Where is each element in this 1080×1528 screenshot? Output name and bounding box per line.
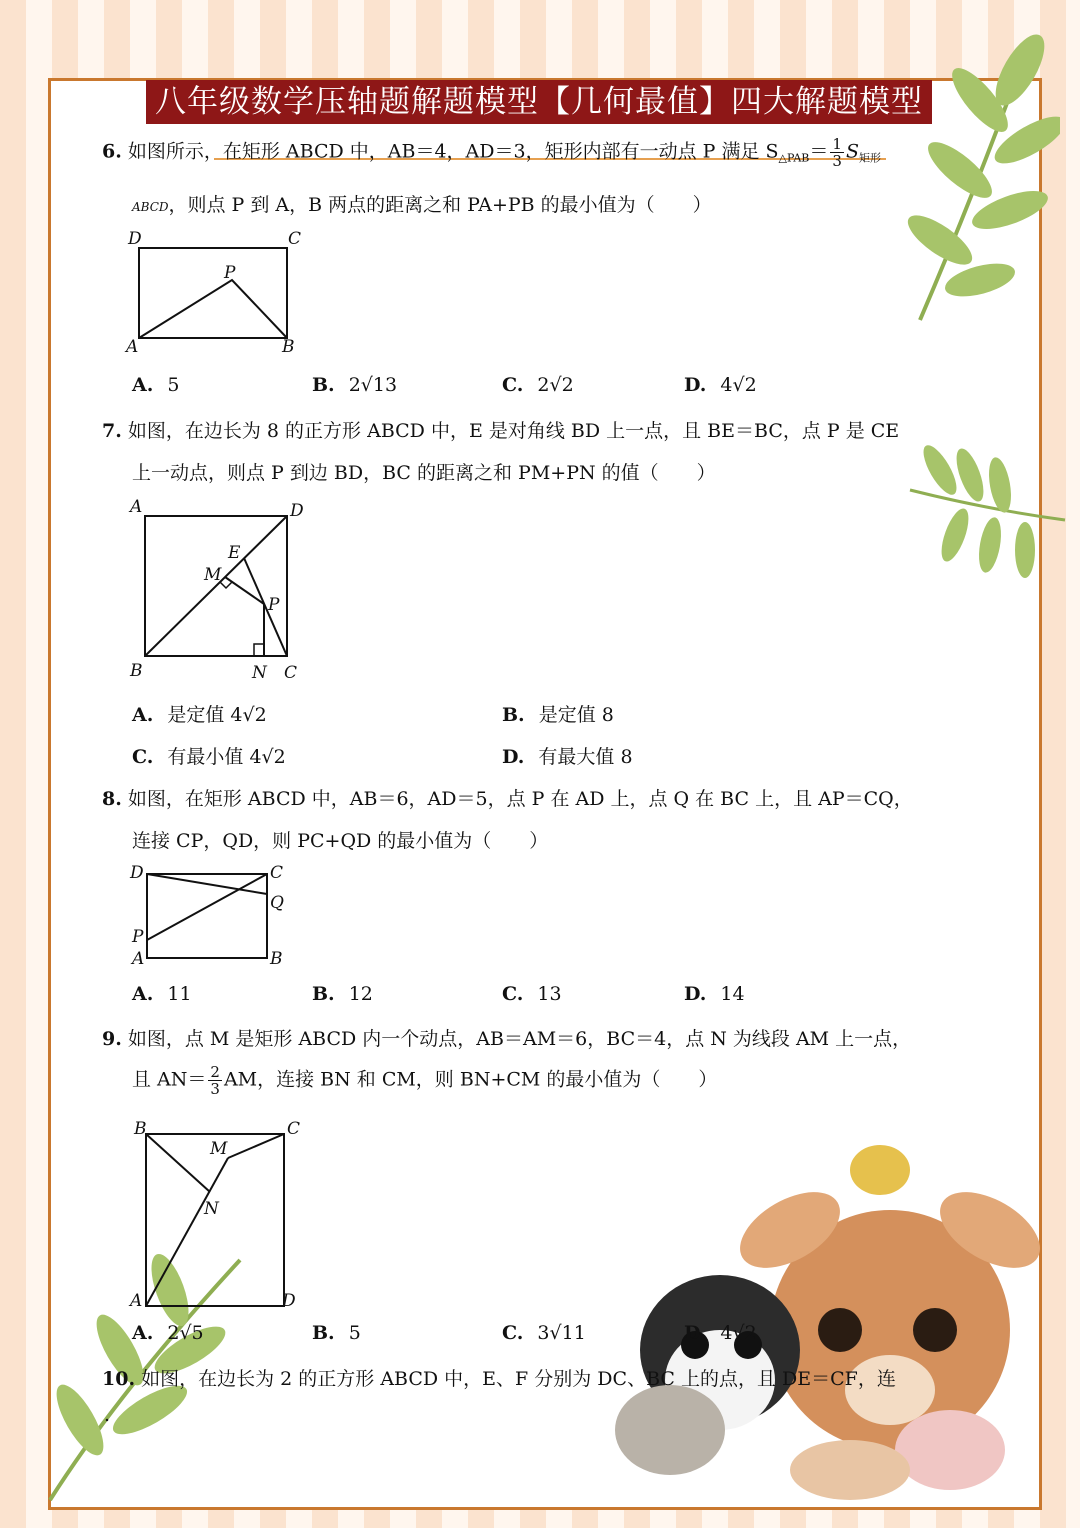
q7-option-b[interactable] bbox=[502, 700, 614, 727]
option-letter: B. bbox=[502, 704, 525, 726]
q7-option-d[interactable] bbox=[502, 742, 633, 769]
q8-option-b[interactable] bbox=[312, 983, 373, 1005]
animals-illustration bbox=[600, 1130, 1040, 1510]
question-number: 8. bbox=[102, 788, 122, 810]
label-c: C bbox=[287, 1119, 301, 1139]
question-8-line-2 bbox=[132, 826, 548, 853]
label-p: P bbox=[268, 595, 280, 615]
label-b: B bbox=[134, 1119, 147, 1139]
fraction-numerator: 1 bbox=[832, 135, 842, 153]
label-c: C bbox=[270, 863, 284, 883]
fraction-two-thirds bbox=[208, 1064, 222, 1097]
q6-option-b[interactable] bbox=[312, 374, 397, 396]
label-d: D bbox=[282, 1291, 296, 1311]
q7-option-a[interactable] bbox=[132, 700, 267, 727]
question-text: 如图，在边长为 8 的正方形 ABCD 中，E 是对角线 BD 上一点，且 BE＝BC，点 P 是 CE bbox=[127, 420, 900, 442]
label-a: A bbox=[132, 949, 145, 969]
option-text: 4√2 bbox=[720, 1322, 757, 1344]
label-q: Q bbox=[270, 893, 284, 913]
option-text: 4√2 bbox=[720, 374, 757, 396]
question-7-line-2 bbox=[132, 458, 716, 485]
question-7-line-1 bbox=[102, 416, 899, 443]
option-text: 有最大值 8 bbox=[538, 746, 633, 768]
question-9-line-2 bbox=[132, 1064, 717, 1097]
question-text: 如图，在矩形 ABCD 中，AB＝6，AD＝5，点 P 在 AD 上，点 Q 在 BC 上，且 AP＝CQ， bbox=[127, 788, 913, 810]
option-text: 11 bbox=[167, 983, 192, 1005]
option-text: 2√5 bbox=[167, 1322, 204, 1344]
q9-option-b[interactable] bbox=[312, 1322, 361, 1344]
option-text: 2√2 bbox=[537, 374, 574, 396]
q9-option-d[interactable] bbox=[684, 1322, 757, 1344]
leaf-branch-top-right-icon bbox=[880, 30, 1060, 330]
q6-option-a[interactable] bbox=[132, 374, 179, 396]
question-number: 9. bbox=[102, 1028, 122, 1050]
label-d: D bbox=[130, 863, 144, 883]
question-9-line-1 bbox=[102, 1024, 911, 1051]
option-text: 5 bbox=[167, 374, 180, 396]
area-symbol: S bbox=[845, 140, 859, 163]
q8-option-c[interactable] bbox=[502, 983, 562, 1005]
label-d: D bbox=[290, 501, 304, 521]
option-text: 13 bbox=[537, 983, 562, 1005]
option-letter: A. bbox=[132, 704, 154, 726]
question-number: 7. bbox=[102, 420, 122, 442]
q9-option-c[interactable] bbox=[502, 1322, 586, 1344]
figure-question-7 bbox=[124, 494, 324, 684]
option-text: 3√11 bbox=[537, 1322, 586, 1344]
figure-question-9 bbox=[124, 1114, 314, 1314]
q7-option-c[interactable] bbox=[132, 742, 286, 769]
question-text: ，则点 P 到 A，B 两点的距离之和 PA+PB 的最小值为（ ） bbox=[168, 194, 712, 216]
option-letter: B. bbox=[312, 374, 335, 396]
figure-question-6 bbox=[122, 226, 322, 356]
label-n: N bbox=[204, 1199, 219, 1219]
q8-option-d[interactable] bbox=[684, 983, 745, 1005]
label-b: B bbox=[130, 661, 143, 681]
option-letter: C. bbox=[502, 374, 524, 396]
option-text: 14 bbox=[720, 983, 745, 1005]
option-letter: D. bbox=[502, 746, 525, 768]
label-p: P bbox=[224, 263, 236, 283]
question-text: . bbox=[104, 1404, 111, 1426]
question-text-prefix: 且 AN＝ bbox=[132, 1068, 207, 1091]
option-text: 有最小值 4√2 bbox=[167, 746, 286, 768]
q6-option-c[interactable] bbox=[502, 374, 574, 396]
figure-question-8 bbox=[124, 860, 304, 972]
label-a: A bbox=[130, 497, 143, 517]
label-n: N bbox=[252, 663, 267, 683]
question-text: 如图所示，在矩形 ABCD 中，AB＝4，AD＝3，矩形内部有一动点 P 满足 S bbox=[127, 140, 779, 163]
option-letter: C. bbox=[502, 1322, 524, 1344]
subscript-abcd: ABCD bbox=[132, 200, 169, 214]
option-text: 12 bbox=[348, 983, 373, 1005]
fraction-denominator: 3 bbox=[210, 1080, 220, 1098]
q9-option-a[interactable] bbox=[132, 1322, 204, 1344]
option-text: 是定值 8 bbox=[538, 704, 614, 726]
option-letter: C. bbox=[502, 983, 524, 1005]
question-text: 上一动点，则点 P 到边 BD，BC 的距离之和 PM+PN 的值（ ） bbox=[132, 462, 716, 484]
subscript-rectangle: 矩形 bbox=[859, 151, 881, 165]
label-p: P bbox=[132, 927, 144, 947]
q8-option-a[interactable] bbox=[132, 983, 192, 1005]
question-number: 10. bbox=[102, 1368, 136, 1390]
option-text: 2√13 bbox=[348, 374, 398, 396]
question-6-line-2 bbox=[132, 190, 712, 217]
leaf-branch-mid-right-icon bbox=[900, 430, 1070, 600]
option-letter: B. bbox=[312, 983, 335, 1005]
label-m: M bbox=[204, 565, 222, 585]
question-text: 如图，点 M 是矩形 ABCD 内一个动点，AB＝AM＝6，BC＝4，点 N 为线段 AM 上一点， bbox=[127, 1028, 912, 1050]
question-text: 如图，在边长为 2 的正方形 ABCD 中，E、F 分别为 DC、BC 上的点，且 DE＝CF，连 bbox=[141, 1368, 896, 1390]
label-b: B bbox=[270, 949, 283, 969]
q6-option-d[interactable] bbox=[684, 374, 757, 396]
label-a: A bbox=[126, 337, 139, 356]
label-b: B bbox=[282, 337, 295, 356]
option-letter: D. bbox=[684, 983, 707, 1005]
option-text: 是定值 4√2 bbox=[167, 704, 267, 726]
fraction-one-third bbox=[830, 136, 844, 169]
option-letter: D. bbox=[684, 374, 707, 396]
option-letter: A. bbox=[132, 1322, 154, 1344]
subscript-triangle-pab: △PAB bbox=[778, 151, 810, 165]
fraction-numerator: 2 bbox=[210, 1063, 220, 1081]
option-letter: A. bbox=[132, 374, 154, 396]
option-text: 5 bbox=[348, 1322, 361, 1344]
label-e: E bbox=[228, 543, 241, 563]
question-number: 6. bbox=[102, 140, 122, 163]
label-c: C bbox=[284, 663, 298, 683]
label-m: M bbox=[210, 1139, 228, 1159]
option-letter: A. bbox=[132, 983, 154, 1005]
question-10-line-1 bbox=[102, 1364, 896, 1391]
question-text: AM，连接 BN 和 CM，则 BN+CM 的最小值为（ ） bbox=[223, 1068, 718, 1091]
question-8-line-1 bbox=[102, 784, 913, 811]
label-c: C bbox=[288, 229, 302, 249]
option-letter: D. bbox=[684, 1322, 707, 1344]
fraction-denominator: 3 bbox=[832, 152, 842, 170]
equals-sign: ＝ bbox=[809, 140, 829, 163]
page-title: 八年级数学压轴题解题模型【几何最值】四大解题模型 bbox=[146, 80, 932, 124]
label-d: D bbox=[128, 229, 142, 249]
option-letter: C. bbox=[132, 746, 154, 768]
question-text: 连接 CP，QD，则 PC+QD 的最小值为（ ） bbox=[132, 830, 549, 852]
question-10-line-2 bbox=[104, 1404, 110, 1426]
label-a: A bbox=[130, 1291, 143, 1311]
question-6-line-1 bbox=[102, 136, 881, 169]
option-letter: B. bbox=[312, 1322, 335, 1344]
